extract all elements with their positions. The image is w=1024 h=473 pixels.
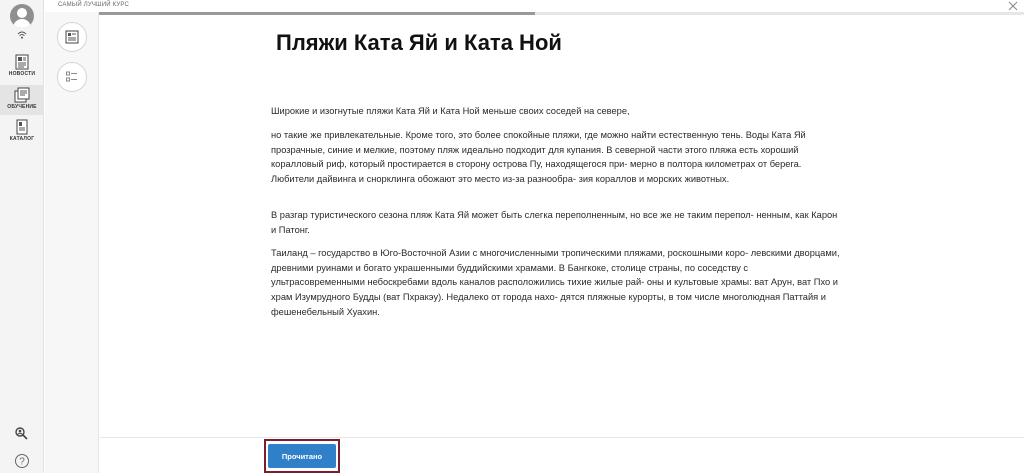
progress-bar [45, 12, 1024, 15]
paragraph: Таиланд – государство в Юго-Восточной Азии с многочисленными тропическими пляжами, роскошными коро- левскими дворцами, древними руинами и богато украшенными буддийскими храмами. В Бангкоке, столице страны, по соседству с ультрасовременными небоскребами вдоль каналов расположились тихие жилые рай- оны и культовые храмы: ват Арун, ват Пхо и храм Изумрудного Будды (ват Пхракэу). Недалеко от города нахо- дятся пляжные курорты, в том числе многолюдная Паттайя и фешенебельный Хуахин. [271, 248, 840, 317]
catalog-icon [16, 119, 28, 135]
sidebar-item-label: КАТАЛОГ [9, 136, 35, 142]
paragraph: В разгар туристического сезона пляж Ката Яй может быть слегка переполненным, но все же не таким перепол- ненным, как Карон и Патонг. [271, 210, 838, 235]
sidebar-item-label: ОБУЧЕНИЕ [7, 104, 37, 110]
lesson-rail [45, 12, 99, 473]
test-list-icon [65, 70, 79, 84]
longread-icon [65, 30, 79, 44]
rail-item-longread[interactable] [57, 22, 87, 52]
app-sidebar [0, 0, 44, 473]
svg-text:?: ? [19, 456, 25, 468]
sidebar-item-news[interactable] [0, 52, 44, 82]
rail-item-test[interactable] [57, 62, 87, 92]
sidebar-item-catalog[interactable] [0, 117, 44, 147]
sidebar-item-label: НОВОСТИ [8, 71, 36, 77]
paragraph: Широкие и изогнутые пляжи Ката Яй и Ката Ной меньше своих соседей на севере, [271, 106, 630, 116]
news-icon [15, 54, 29, 70]
learning-icon [14, 87, 30, 103]
paragraph: но такие же привлекательные. Кроме того, это более спокойные пляжи, где можно найти естественную тень. Воды Ката Яй прозрачные, синие и мелкие, поэтому пляж идеально подходит для купания. В северной части этого пляжа есть хороший коралловый риф, который простирается в сторону острова Пу, находящегося при- мерно в полтора километрах от берега. Любители дайвинга и снорклинга обожают это место из-за разнообра- зия кораллов и морских животных. [271, 130, 806, 185]
footer-divider [100, 437, 1024, 438]
user-avatar[interactable] [10, 4, 34, 28]
search-person-icon[interactable] [14, 426, 30, 442]
course-title: САМЫЙ ЛУЧШИЙ КУРС [58, 2, 130, 8]
close-icon[interactable] [1008, 1, 1018, 11]
sidebar-item-learning[interactable] [0, 85, 44, 115]
page-title: Пляжи Ката Яй и Ката Ной [276, 30, 562, 55]
wifi-icon [17, 30, 27, 40]
help-icon[interactable] [14, 453, 30, 469]
read-button[interactable]: Прочитано [268, 444, 336, 468]
progress-fill [45, 12, 535, 15]
lesson-content [270, 30, 850, 317]
